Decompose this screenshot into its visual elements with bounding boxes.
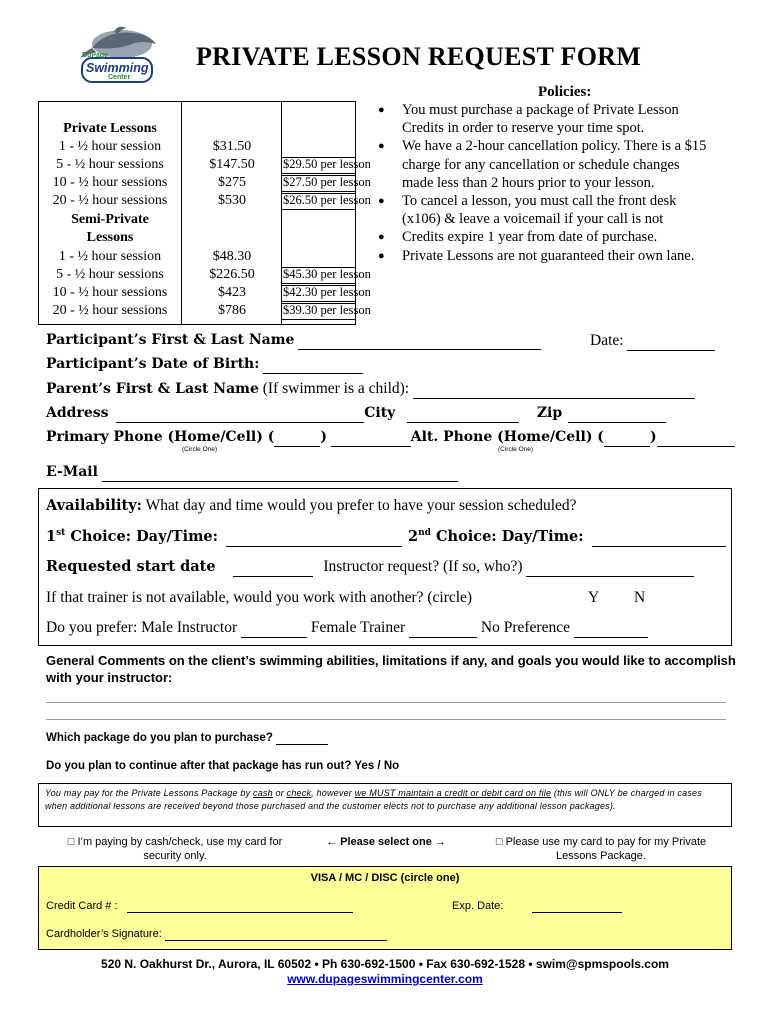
logo-main-text: Swimming: [86, 61, 149, 75]
package-label: 20 - ½ hour sessions: [52, 193, 168, 208]
package-label: 20 - ½ hour sessions: [52, 303, 168, 318]
city-label: City: [364, 405, 396, 421]
parent-name-field[interactable]: [413, 381, 695, 399]
instructor-request-label: Instructor request? (If so, who?): [323, 558, 523, 575]
second-choice-field[interactable]: [592, 528, 726, 547]
alt-phone-field[interactable]: [657, 429, 735, 447]
prefer-label: Do you prefer: Male Instructor: [46, 619, 238, 636]
start-date-field[interactable]: [233, 558, 313, 577]
card-number-field[interactable]: [127, 900, 353, 913]
exp-date-label: Exp. Date:: [452, 900, 504, 912]
no-preference-label: No Preference: [480, 619, 570, 636]
yes-option[interactable]: Y: [588, 589, 600, 606]
private-lessons-heading: Private Lessons: [63, 121, 157, 136]
per-lesson-price: $45.30 per lesson: [283, 267, 371, 281]
package-label: 5 - ½ hour sessions: [56, 157, 164, 172]
pay-cash-label: I’m paying by cash/check, use my card for: [77, 836, 283, 848]
package-label: 5 - ½ hour sessions: [56, 267, 164, 282]
per-lesson-price: $39.30 per lesson: [283, 303, 371, 317]
website-link[interactable]: www.dupageswimmingcenter.com: [287, 972, 483, 986]
signature-label: Cardholder’s Signature:: [46, 928, 162, 940]
semi-private-heading: Semi-Private: [71, 212, 149, 227]
first-choice-label: 1st Choice: Day/Time:: [46, 528, 219, 545]
page-title: PRIVATE LESSON REQUEST FORM: [196, 42, 642, 71]
package-price: $530: [218, 193, 246, 208]
signature-field[interactable]: [165, 928, 387, 941]
circle-one-note-alt: (Circle One): [498, 446, 534, 453]
pricing-table: [38, 101, 371, 325]
female-trainer-field[interactable]: [409, 619, 477, 638]
instructor-request-field[interactable]: [526, 558, 694, 577]
primary-phone-label: Primary Phone (Home/Cell) (: [46, 429, 275, 445]
list-item: ● Credits expire 1 year from date of purchase.: [378, 228, 708, 246]
per-lesson-price: $27.50 per lesson: [283, 175, 371, 189]
pay-card-label: Please use my card to pay for my Private: [505, 836, 707, 848]
date-label: Date:: [590, 332, 624, 349]
date-field[interactable]: [627, 333, 715, 351]
policies-list: [378, 101, 708, 265]
logo-top-text: DuPage: [82, 52, 109, 59]
package-label: 1 - ½ hour session: [58, 249, 162, 264]
footer-address: 520 N. Oakhurst Dr., Aurora, IL 60502 • Ph 630-692-1500 • Fax 630-692-1528 • swim@spmspools.com: [101, 957, 669, 971]
primary-phone-type-field[interactable]: [274, 429, 320, 447]
per-lesson-price: $26.50 per lesson: [283, 193, 371, 207]
start-date-label: Requested start date: [46, 558, 216, 575]
no-option[interactable]: N: [634, 589, 646, 606]
card-number-label: Credit Card # :: [46, 900, 118, 912]
primary-phone-field[interactable]: [331, 429, 411, 447]
dob-label: Participant’s Date of Birth:: [46, 356, 260, 372]
no-preference-field[interactable]: [574, 619, 648, 638]
package-price: $226.50: [209, 267, 255, 282]
alt-phone-label: Alt. Phone (Home/Cell) (: [410, 429, 604, 445]
package-price: $275: [218, 175, 246, 190]
pay-card-option[interactable]: [470, 835, 732, 863]
per-lesson-price: $42.30 per lesson: [283, 285, 371, 299]
swimming-center-logo: [78, 22, 158, 88]
policies-heading: Policies:: [538, 84, 592, 100]
second-choice-label: 2nd Choice: Day/Time:: [408, 528, 584, 545]
package-price: $31.50: [212, 139, 252, 154]
card-type-heading: VISA / MC / DISC (circle one): [310, 872, 460, 884]
parent-name-label: Parent’s First & Last Name: [46, 381, 259, 397]
male-instructor-field[interactable]: [241, 619, 307, 638]
pay-card-label-2: Lessons Package.: [556, 850, 646, 862]
logo-sub-text: Center: [108, 74, 131, 81]
package-price: $147.50: [209, 157, 255, 172]
pay-cash-label-2: security only.: [143, 850, 207, 862]
package-question: Which package do you plan to purchase?: [46, 732, 273, 744]
package-label: 1 - ½ hour session: [58, 139, 162, 154]
email-field[interactable]: [102, 464, 458, 482]
comments-label: General Comments on the client’s swimming abilities, limitations if any, and goals you would like to accomplish with your instructor:: [46, 653, 736, 685]
semi-private-heading-2: Lessons: [86, 230, 134, 245]
comments-line-1[interactable]: [46, 702, 726, 703]
checkbox-icon[interactable]: □: [495, 836, 503, 848]
checkbox-icon[interactable]: □: [67, 836, 75, 848]
trainer-question: If that trainer is not available, would you work with another? (circle): [46, 589, 473, 606]
alt-phone-type-field[interactable]: [604, 429, 650, 447]
continue-question: Do you plan to continue after that package has run out? Yes / No: [46, 760, 400, 772]
address-label: Address: [46, 405, 109, 421]
list-item: ● To cancel a lesson, you must call the front desk (x106) & leave a voicemail if your call is not: [378, 192, 708, 228]
email-label: E-Mail: [46, 464, 98, 480]
zip-label: Zip: [536, 405, 563, 421]
exp-date-field[interactable]: [532, 900, 622, 913]
participant-name-field[interactable]: [298, 332, 541, 350]
availability-label: Availability:: [46, 497, 143, 514]
parent-name-note: (If swimmer is a child):: [258, 380, 410, 397]
female-trainer-label: Female Trainer: [310, 619, 406, 636]
footer: [0, 957, 770, 987]
payment-note: You may pay for the Private Lessons Package by cash or check, however we MUST maintain a credit or debit card on file (this will ONLY be charged in cases when additional lessons are received beyond those purchased and the customer elects not to purchase any additional lesson packages).: [38, 783, 732, 827]
package-label: 10 - ½ hour sessions: [52, 285, 168, 300]
first-choice-field[interactable]: [226, 528, 402, 547]
address-field[interactable]: [116, 405, 364, 423]
participant-name-label: Participant’s First & Last Name: [46, 332, 295, 348]
circle-one-note: (Circle One): [182, 446, 218, 453]
package-field[interactable]: [276, 732, 328, 745]
zip-field[interactable]: [568, 405, 666, 423]
please-select-note: ← Please select one →: [326, 836, 446, 848]
per-lesson-price: $29.50 per lesson: [283, 157, 371, 171]
city-field[interactable]: [407, 405, 519, 423]
package-label: 10 - ½ hour sessions: [52, 175, 168, 190]
package-price: $786: [218, 303, 246, 318]
availability-question: What day and time would you prefer to have your session scheduled?: [145, 497, 577, 514]
list-item: ● We have a 2-hour cancellation policy. There is a $15 charge for any cancellation or schedule changes made less than 2 hours prior to your lesson.: [378, 137, 708, 192]
pay-cash-option[interactable]: [46, 835, 304, 863]
list-item: ● You must purchase a package of Private Lesson Credits in order to reserve your time spot.: [378, 101, 708, 137]
dob-field[interactable]: [263, 356, 363, 374]
package-price: $48.30: [212, 249, 252, 264]
package-price: $423: [218, 285, 246, 300]
list-item: ● Private Lessons are not guaranteed their own lane.: [378, 247, 708, 265]
comments-line-2[interactable]: [46, 719, 726, 720]
